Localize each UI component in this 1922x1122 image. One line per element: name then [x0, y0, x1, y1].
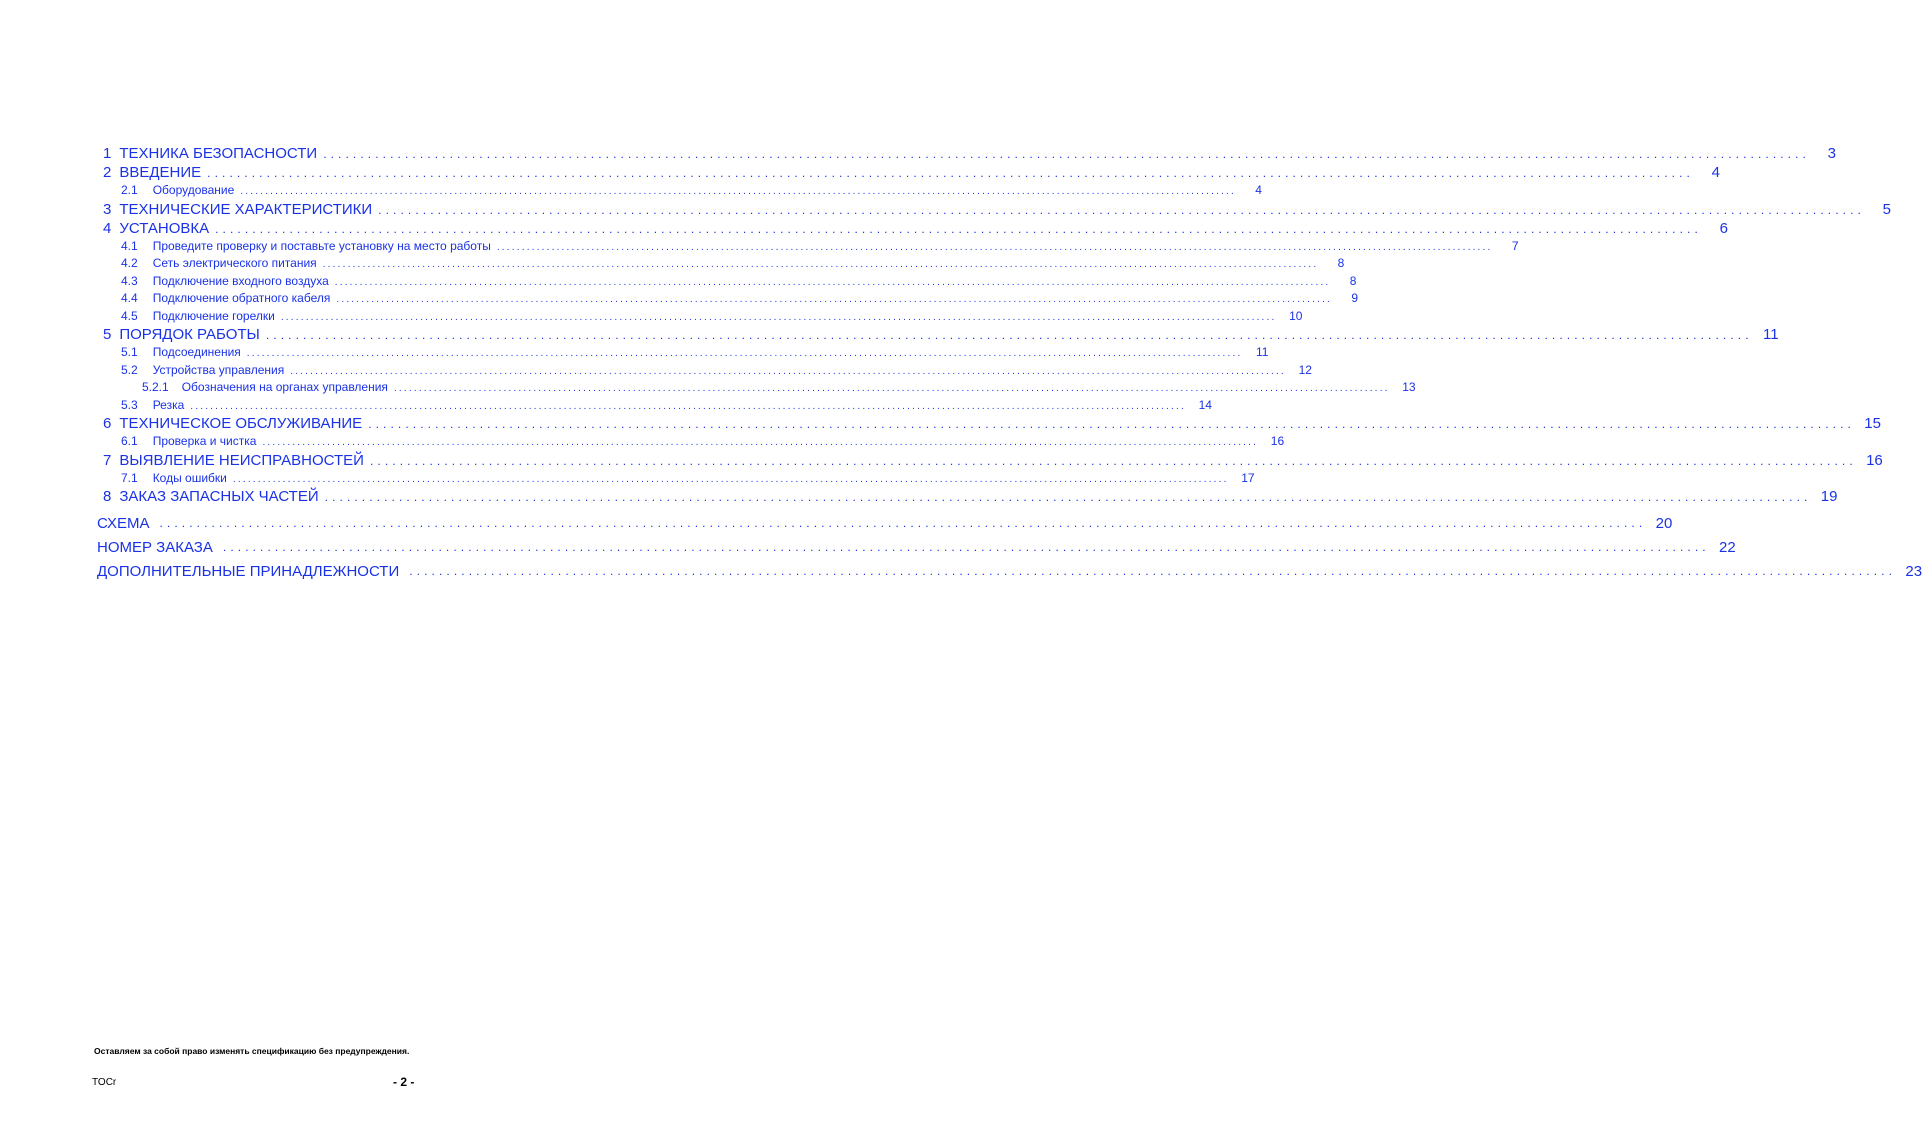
toc-entry-number: 6.1 — [121, 434, 138, 448]
toc-entry-title: ТЕХНИЧЕСКИЕ ХАРАКТЕРИСТИКИ — [119, 200, 373, 218]
toc-entry-title: НОМЕР ЗАКАЗА — [97, 538, 213, 556]
toc-entry-title: Оборудование — [152, 183, 235, 197]
toc-entry-page: 11 — [1255, 345, 1269, 359]
toc-dot-leader: ........................................................................................................................................................................................................ — [409, 564, 1897, 578]
toc-entry-page: 16 — [1866, 451, 1883, 469]
toc-dot-leader: ........................................................................................................................................................................................................ — [246, 348, 1243, 359]
toc-dot-leader: ........................................................................................................................................................................................................ — [368, 417, 1855, 431]
toc-entry-title: ЗАКАЗ ЗАПАСНЫХ ЧАСТЕЙ — [119, 488, 319, 505]
toc-entry[interactable] — [97, 470, 1255, 489]
toc-entry-page: 9 — [1351, 291, 1359, 305]
toc-dot-leader: ........................................................................................................................................................................................................ — [322, 259, 1319, 270]
toc-dot-leader: ........................................................................................................................................................................................................ — [159, 516, 1647, 530]
toc-entry[interactable] — [97, 362, 1312, 381]
toc-entry-page: 5 — [1882, 200, 1891, 218]
toc-dot-leader: ........................................................................................................................................................................................................ — [215, 221, 1702, 236]
toc-entry-page: 6 — [1719, 219, 1728, 237]
toc-entry[interactable] — [97, 273, 1357, 292]
toc-entry-page: 19 — [1820, 488, 1838, 505]
toc-entry-number: 1 — [103, 145, 112, 162]
toc-entry-title: Обозначения на органах управления — [181, 380, 388, 394]
toc-entry-page: 14 — [1198, 397, 1212, 412]
toc-entry[interactable] — [97, 308, 1303, 327]
toc-entry-number: 5.2.1 — [142, 380, 169, 394]
toc-entry-title: Подключение входного воздуха — [152, 273, 329, 288]
toc-entry-title: ВВЕДЕНИЕ — [119, 164, 202, 181]
toc-entry-title: Подключение обратного кабеля — [152, 291, 331, 305]
toc-dot-leader: ........................................................................................................................................................................................................ — [393, 383, 1390, 394]
toc-entry-page: 15 — [1864, 415, 1881, 432]
toc-entry[interactable] — [97, 488, 1838, 507]
toc-dot-leader: ........................................................................................................................................................................................................ — [232, 473, 1229, 485]
toc-entry-page: 7 — [1511, 238, 1519, 253]
toc-entry-title: Проведите проверку и поставьте установку на место работы — [152, 238, 491, 253]
toc-dot-leader: ........................................................................................................................................................................................................ — [378, 202, 1865, 217]
toc-entry-number: 5.2 — [121, 362, 138, 377]
toc-entry-number: 7.1 — [121, 470, 138, 485]
toc-entry-number: 4 — [103, 219, 112, 237]
toc-entry-page: 13 — [1402, 380, 1416, 394]
toc-entry-number: 3 — [103, 200, 112, 218]
toc-dot-leader: ........................................................................................................................................................................................................ — [334, 276, 1331, 288]
toc-entry-number: 5.3 — [121, 397, 138, 412]
toc-entry-number: 7 — [103, 451, 112, 469]
toc-entry[interactable] — [97, 238, 1519, 257]
toc-entry-number: 4.5 — [121, 308, 138, 323]
toc-entry[interactable] — [97, 183, 1262, 201]
toc-entry[interactable] — [97, 219, 1728, 239]
toc-dot-leader: ........................................................................................................................................................................................................ — [240, 186, 1236, 197]
toc-entry-page: 20 — [1655, 514, 1673, 532]
toc-dot-leader: ........................................................................................................................................................................................................ — [323, 147, 1810, 161]
toc-entry-title: ТЕХНИЧЕСКОЕ ОБСЛУЖИВАНИЕ — [119, 415, 363, 432]
toc-entry[interactable] — [97, 291, 1359, 309]
toc-entry-number: 5.1 — [121, 345, 138, 359]
toc-dot-leader: ........................................................................................................................................................................................................ — [290, 365, 1286, 377]
footer-notice: Оставляем за собой право изменять спецификацию без предупреждения. — [94, 1046, 410, 1056]
toc-entry-number: 5 — [103, 326, 112, 343]
toc-entry[interactable] — [97, 345, 1269, 363]
toc-entry-page: 23 — [1905, 562, 1922, 580]
toc-entry[interactable] — [97, 434, 1285, 452]
toc-entry-title: ДОПОЛНИТЕЛЬНЫЕ ПРИНАДЛЕЖНОСТИ — [97, 562, 400, 580]
toc-entry[interactable] — [97, 164, 1720, 183]
toc-entry-page: 4 — [1711, 164, 1720, 181]
toc-dot-leader: ........................................................................................................................................................................................................ — [190, 400, 1186, 412]
toc-dot-leader: ........................................................................................................................................................................................................ — [262, 437, 1259, 448]
toc-entry[interactable] — [97, 145, 1836, 164]
toc-entry-page: 17 — [1241, 470, 1255, 485]
toc-dot-leader: ........................................................................................................................................................................................................ — [222, 540, 1710, 554]
toc-entry[interactable] — [97, 326, 1779, 345]
toc-entry-page: 11 — [1763, 326, 1779, 343]
toc-entry[interactable] — [97, 559, 1922, 583]
toc-entry-number: 6 — [103, 415, 112, 432]
toc-entry[interactable] — [97, 451, 1883, 471]
toc-entry-title: УСТАНОВКА — [119, 219, 210, 237]
toc-entry-number: 4.3 — [121, 273, 138, 288]
toc-dot-leader: ........................................................................................................................................................................................................ — [336, 294, 1333, 305]
toc-dot-leader: ........................................................................................................................................................................................................ — [207, 166, 1694, 180]
toc-entry-title: Подсоединения — [152, 345, 241, 359]
toc-entry[interactable] — [97, 397, 1212, 416]
toc-entry-page: 4 — [1255, 183, 1262, 197]
toc-entry[interactable] — [97, 511, 1673, 535]
toc-entry-number: 2.1 — [121, 183, 138, 197]
toc-entry-page: 22 — [1719, 538, 1736, 556]
toc-entry-title: Сеть электрического питания — [152, 256, 317, 270]
toc-entry[interactable] — [97, 535, 1736, 559]
toc-entry-title: Подключение горелки — [152, 308, 275, 323]
toc-entry-title: ВЫЯВЛЕНИЕ НЕИСПРАВНОСТЕЙ — [119, 451, 364, 469]
toc-entry-number: 4.2 — [121, 256, 138, 270]
toc-entry-title: Коды ошибки — [152, 470, 227, 485]
toc-entry-title: СХЕМА — [97, 514, 150, 532]
toc-entry-title: Резка — [152, 397, 185, 412]
table-of-contents — [97, 145, 1922, 583]
footer-page-number: - 2 - — [393, 1075, 415, 1089]
toc-dot-leader: ........................................................................................................................................................................................................ — [280, 311, 1277, 323]
toc-entry-title: ТЕХНИКА БЕЗОПАСНОСТИ — [119, 145, 318, 162]
toc-entry-page: 8 — [1337, 256, 1345, 270]
toc-entry-number: 8 — [103, 488, 112, 505]
toc-entry-page: 8 — [1349, 273, 1357, 288]
toc-dot-leader: ........................................................................................................................................................................................................ — [265, 328, 1753, 342]
toc-entry-page: 10 — [1289, 308, 1303, 323]
toc-entry[interactable] — [97, 200, 1891, 220]
toc-entry-title: ПОРЯДОК РАБОТЫ — [119, 326, 260, 343]
toc-dot-leader: ........................................................................................................................................................................................................ — [324, 490, 1812, 504]
toc-dot-leader: ........................................................................................................................................................................................................ — [496, 241, 1493, 253]
toc-entry-number: 4.4 — [121, 291, 138, 305]
toc-dot-leader: ........................................................................................................................................................................................................ — [369, 453, 1857, 468]
toc-entry-page: 12 — [1298, 362, 1312, 377]
toc-entry[interactable] — [97, 256, 1345, 274]
toc-entry-page: 16 — [1270, 434, 1285, 448]
toc-entry-number: 4.1 — [121, 238, 138, 253]
toc-entry-title: Проверка и чистка — [152, 434, 257, 448]
toc-entry-page: 3 — [1827, 145, 1836, 162]
toc-entry[interactable] — [97, 380, 1416, 398]
toc-entry-number: 2 — [103, 164, 112, 181]
toc-entry[interactable] — [97, 415, 1881, 434]
toc-entry-title: Устройства управления — [152, 362, 285, 377]
footer-doc-code: TOCr — [92, 1077, 117, 1088]
